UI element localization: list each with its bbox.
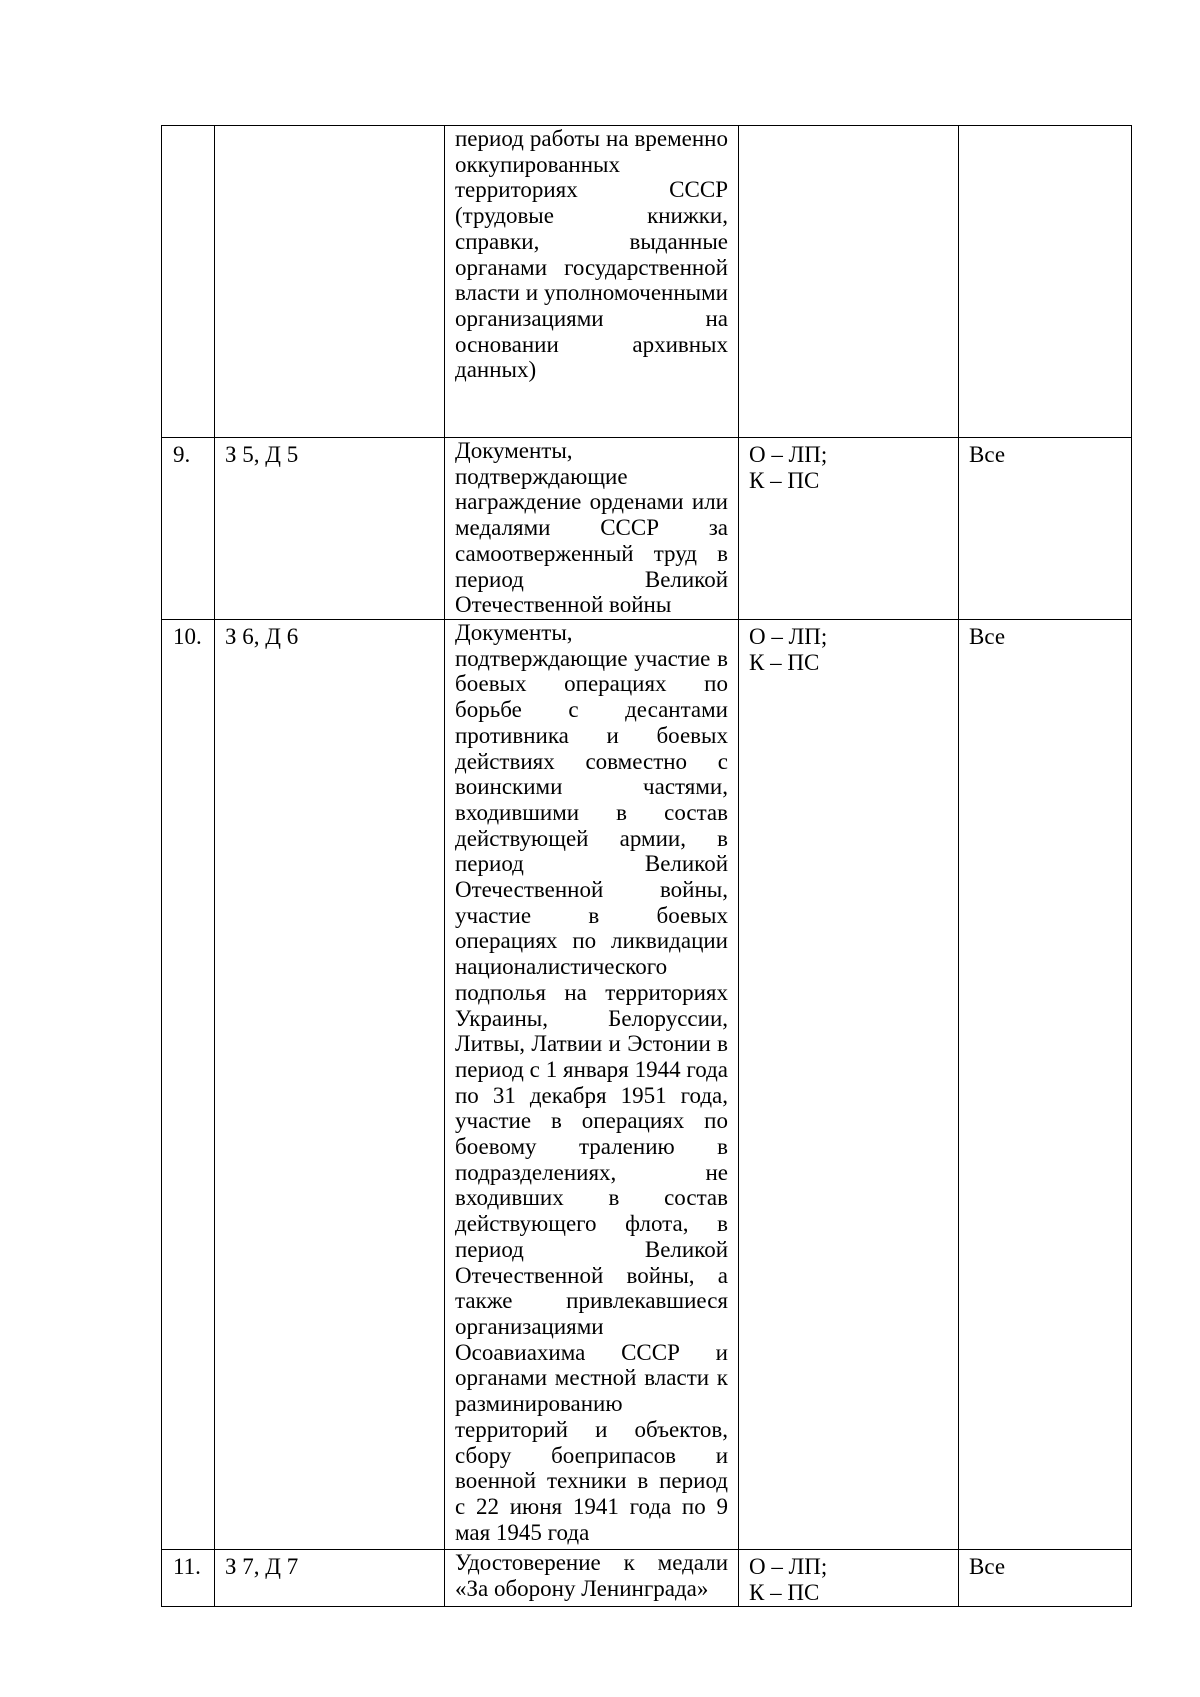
- row-description-cell: Удостоверение к медали «За оборону Ленинграда»: [445, 1550, 739, 1607]
- row-number-cell: 11.: [162, 1550, 215, 1607]
- row-form-cell: [739, 438, 959, 620]
- row-who-cell: [959, 126, 1132, 438]
- table-row: [162, 438, 1132, 620]
- row-code-cell: З 5, Д 5: [215, 438, 445, 620]
- form-line: К – ПС: [749, 649, 820, 675]
- row-who-cell: Все: [959, 620, 1132, 1550]
- form-line: О – ЛП;: [749, 1554, 828, 1579]
- document-table: [161, 125, 1132, 1607]
- row-number-cell: 9.: [162, 438, 215, 620]
- row-code-cell: [215, 126, 445, 438]
- row-form-cell: [739, 620, 959, 1550]
- row-description-cell: Документы, подтверждающие награждение орденами или медалями СССР за самоотверженный труд в период Великой Отечественной войны: [445, 438, 739, 620]
- row-code-cell: З 7, Д 7: [215, 1550, 445, 1607]
- row-who-cell: Все: [959, 438, 1132, 620]
- table-row-continuation: [162, 126, 1132, 438]
- form-line: О – ЛП;: [749, 624, 828, 649]
- row-code-cell: З 6, Д 6: [215, 620, 445, 1550]
- row-number-cell: [162, 126, 215, 438]
- table-row: [162, 1550, 1132, 1607]
- form-line: К – ПС: [749, 467, 820, 493]
- form-line: О – ЛП;: [749, 442, 828, 467]
- row-number-cell: 10.: [162, 620, 215, 1550]
- table-row: [162, 620, 1132, 1550]
- row-form-cell: [739, 1550, 959, 1607]
- row-who-cell: Все: [959, 1550, 1132, 1607]
- row-description-cell: период работы на временно оккупированных территориях СССР (трудовые книжки, справки, выданные органами государственной власти и уполномоченными организациями на основании архивных данных): [445, 126, 739, 438]
- row-form-cell: [739, 126, 959, 438]
- row-description-cell: Документы, подтверждающие участие в боевых операциях по борьбе с десантами противника и боевых действиях совместно с воинскими частями, входившими в состав действующей армии, в период Великой Отечественной войны, участие в боевых операциях по ликвидации националистического подполья на территориях Украины, Белоруссии, Литвы, Латвии и Эстонии в период с 1 января 1944 года по 31 декабря 1951 года, участие в операциях по боевому тралению в подразделениях, не входивших в состав действующего флота, в период Великой Отечественной войны, а также привлекавшиеся организациями Осоавиахима СССР и органами местной власти к разминированию территорий и объектов, сбору боеприпасов и военной техники в период с 22 июня 1941 года по 9 мая 1945 года: [445, 620, 739, 1550]
- form-line: К – ПС: [749, 1579, 820, 1605]
